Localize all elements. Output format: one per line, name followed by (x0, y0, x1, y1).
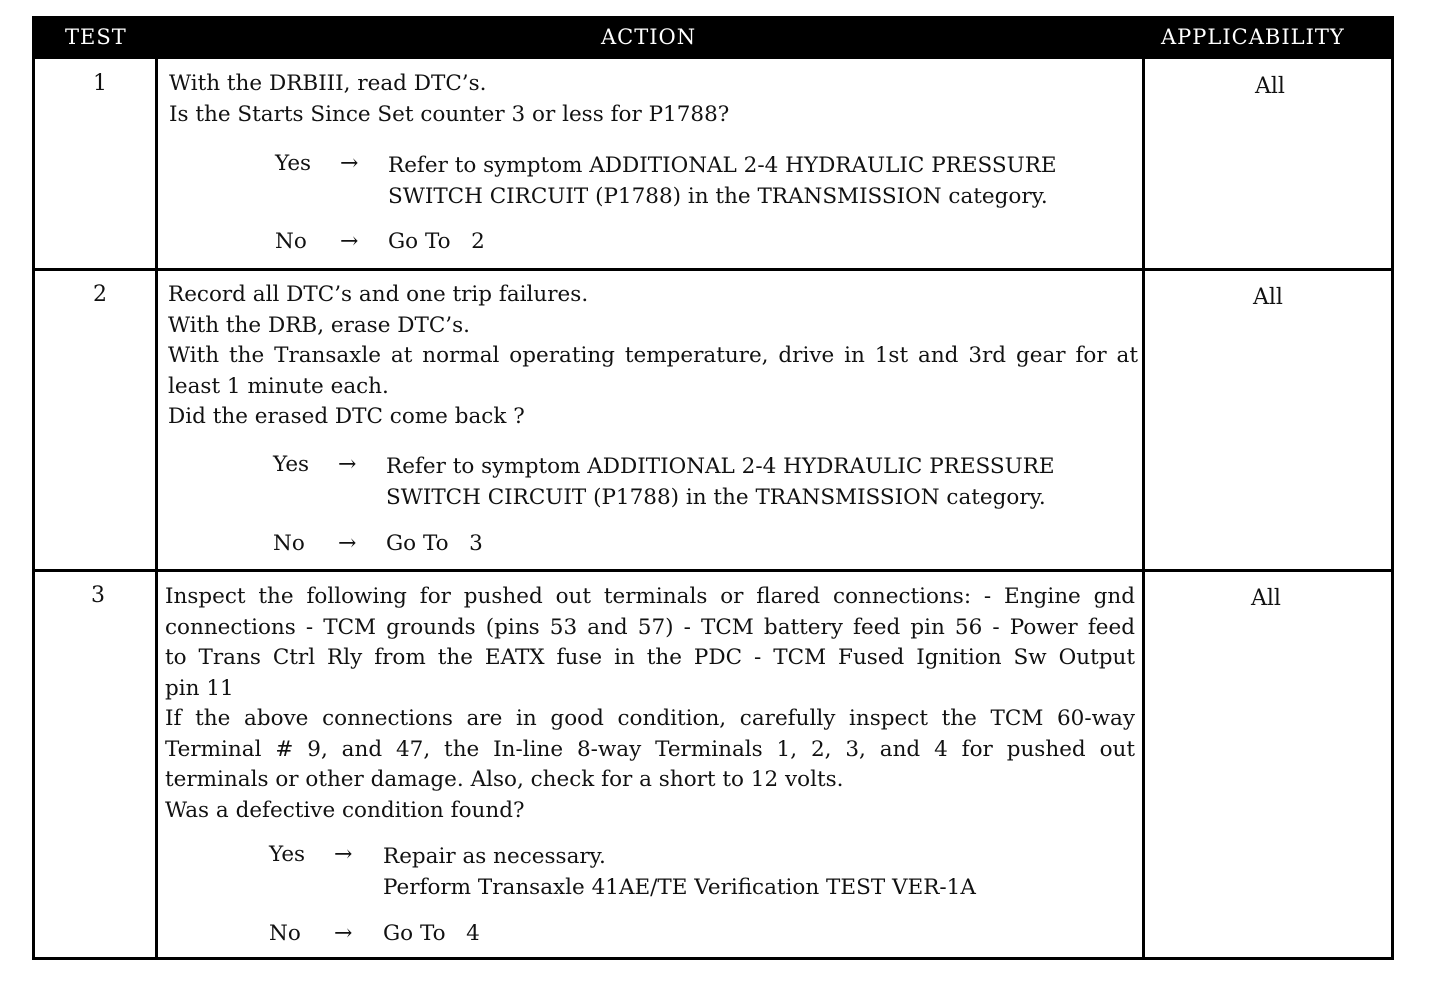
outcome-line: SWITCH CIRCUIT (P1788) in the TRANSMISSION category. (388, 184, 1048, 209)
table-header (35, 19, 1391, 59)
outcome-line: Refer to symptom ADDITIONAL 2-4 HYDRAULIC PRESSURE (388, 153, 1057, 178)
column-divider (1142, 59, 1145, 957)
outcome-line: Refer to symptom ADDITIONAL 2-4 HYDRAULIC PRESSURE (386, 454, 1055, 479)
no-outcome: Go To 2 (388, 229, 485, 254)
header-applicability: APPLICABILITY (1161, 25, 1345, 49)
outcome-line: SWITCH CIRCUIT (P1788) in the TRANSMISSION category. (386, 485, 1046, 510)
no-label: No (269, 921, 301, 946)
action-line: Did the erased DTC come back ? (168, 404, 525, 429)
action-line: With the Transaxle at normal operating temperature, drive in 1st and 3rd gear for at (168, 343, 1138, 368)
yes-label: Yes (275, 151, 312, 176)
action-line: Inspect the following for pushed out terminals or flared connections: - Engine gnd (165, 584, 1135, 609)
yes-label: Yes (269, 842, 306, 867)
action-line: to Trans Ctrl Rly from the EATX fuse in the PDC - TCM Fused Ignition Sw Output (165, 645, 1135, 670)
action-text (169, 69, 729, 130)
action-line: With the DRB, erase DTC’s. (168, 312, 470, 338)
action-line: Record all DTC’s and one trip failures. (168, 282, 589, 307)
right-arrow-icon: → (340, 229, 359, 254)
action-line: connections - TCM grounds (pins 53 and 57) - TCM battery feed pin 56 - Power feed (165, 614, 1135, 640)
applicability-value: All (1253, 285, 1283, 310)
action-line: If the above connections are in good condition, carefully inspect the TCM 60-way (165, 706, 1135, 731)
test-number: 2 (93, 282, 107, 307)
yes-outcome (388, 150, 1057, 212)
header-action: ACTION (601, 25, 697, 49)
test-number: 1 (93, 71, 107, 96)
action-text (168, 280, 1138, 433)
row-divider (35, 268, 1391, 271)
column-divider (155, 59, 158, 957)
no-label: No (273, 531, 305, 556)
yes-outcome (386, 451, 1055, 513)
right-arrow-icon: → (340, 151, 359, 176)
test-table (32, 16, 1394, 960)
yes-label: Yes (273, 452, 310, 477)
action-line: Was a defective condition found? (165, 797, 525, 823)
yes-outcome (383, 841, 976, 903)
action-line: least 1 minute each. (168, 373, 389, 399)
right-arrow-icon: → (334, 921, 353, 946)
applicability-value: All (1251, 586, 1281, 611)
test-number: 3 (91, 583, 105, 608)
action-line: pin 11 (165, 675, 234, 701)
action-line: With the DRBIII, read DTC’s. (169, 71, 487, 96)
header-test: TEST (65, 25, 127, 49)
applicability-value: All (1255, 74, 1285, 99)
right-arrow-icon: → (338, 531, 357, 556)
outcome-line: Perform Transaxle 41AE/TE Verification TEST VER-1A (383, 875, 976, 900)
action-text (165, 582, 1135, 826)
right-arrow-icon: → (338, 452, 357, 477)
action-line: Is the Starts Since Set counter 3 or less for P1788? (169, 101, 730, 127)
action-line: Terminal # 9, and 47, the In-line 8-way Terminals 1, 2, 3, and 4 for pushed out (165, 736, 1135, 762)
action-line: terminals or other damage. Also, check for a short to 12 volts. (165, 767, 844, 792)
outcome-line: Repair as necessary. (383, 844, 606, 869)
no-label: No (275, 229, 307, 254)
no-outcome: Go To 3 (386, 531, 483, 556)
right-arrow-icon: → (334, 842, 353, 867)
row-divider (35, 569, 1391, 572)
no-outcome: Go To 4 (383, 921, 480, 946)
